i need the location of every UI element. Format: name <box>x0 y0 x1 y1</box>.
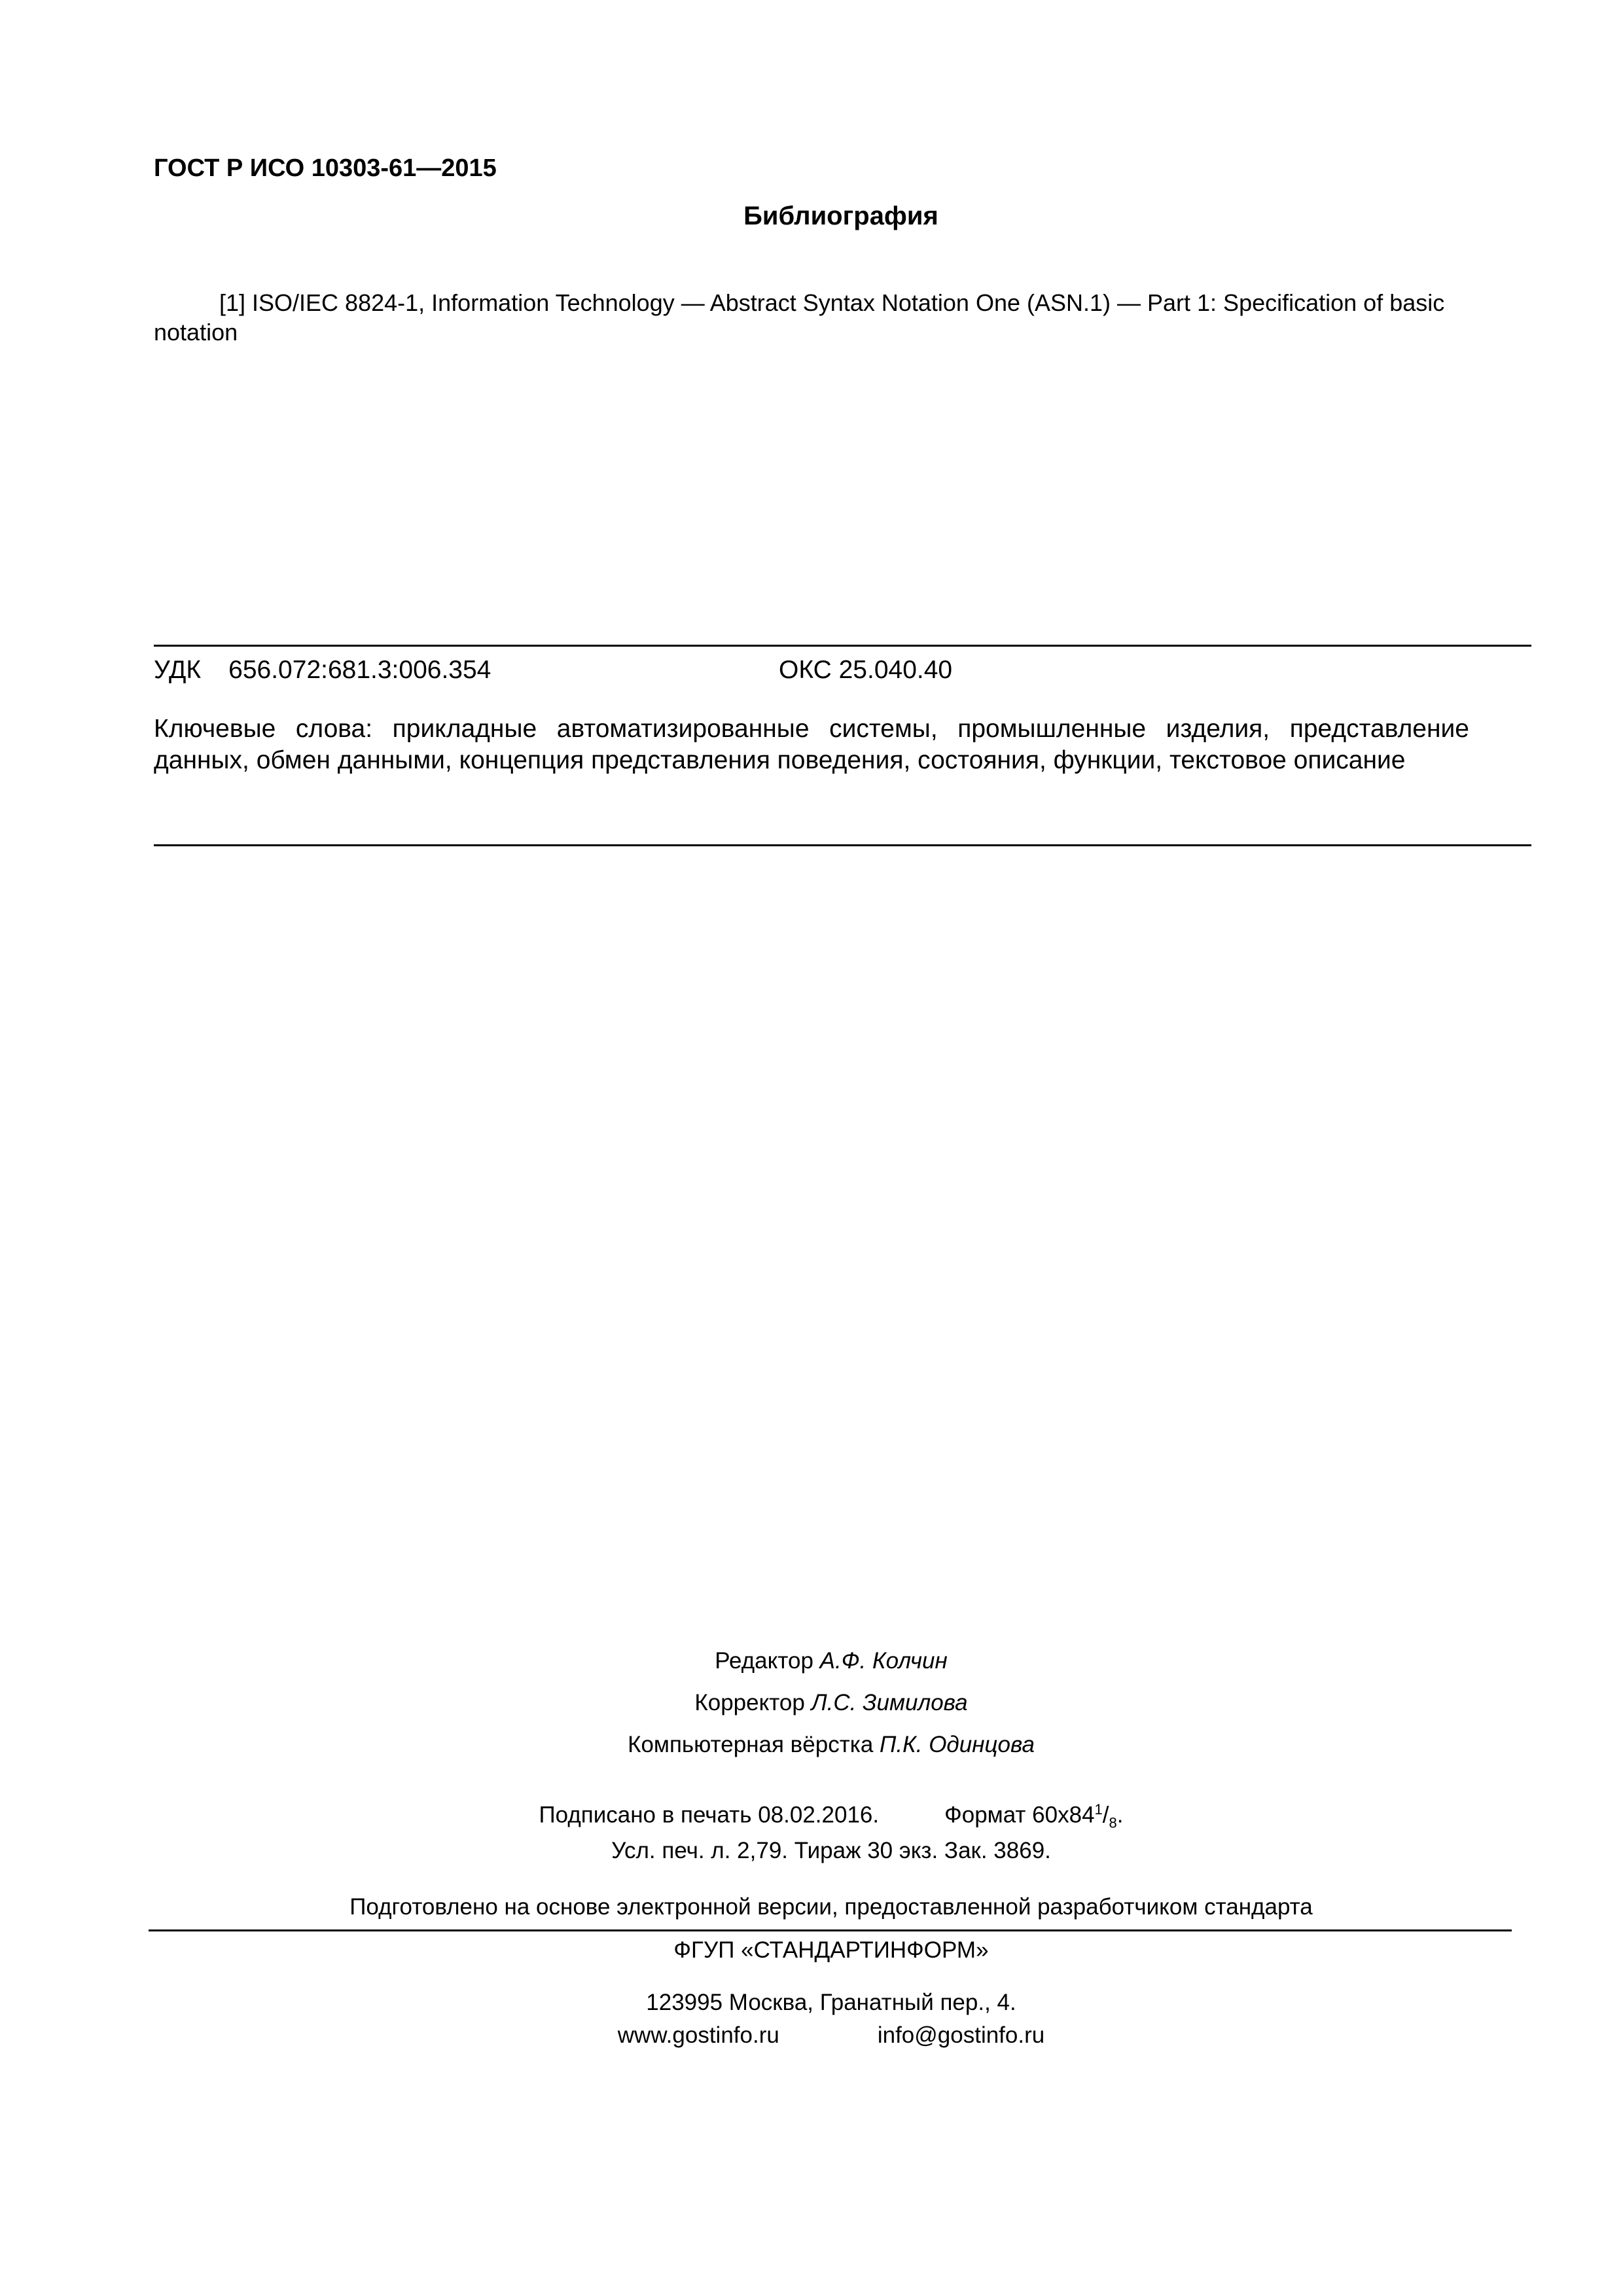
format-suffix: . <box>1116 1802 1124 1828</box>
keywords-paragraph: Ключевые слова: прикладные автоматизированные системы, промышленные изделия, представление данных, обмен данными, концепция представления поведения, состояния, функции, текстовое описание <box>154 715 1469 774</box>
corrector-name: Л.С. Зимилова <box>811 1690 968 1715</box>
editor-line <box>0 1648 1623 1674</box>
publisher-address: 123995 Москва, Гранатный пер., 4. <box>646 1990 1016 2015</box>
corrector-label: Корректор <box>694 1690 805 1715</box>
email-link[interactable]: info@gostinfo.ru <box>877 2022 1045 2048</box>
document-header: ГОСТ Р ИСО 10303-61—2015 <box>154 154 497 182</box>
oks-code: ОКС 25.040.40 <box>779 656 953 684</box>
layout-line <box>0 1732 1623 1758</box>
top-divider <box>154 645 1531 647</box>
editor-label: Редактор <box>715 1648 813 1674</box>
format-label: Формат 60x84 <box>944 1802 1095 1828</box>
keywords-bottom-divider <box>154 844 1531 846</box>
layout-label: Компьютерная вёрстка <box>628 1732 874 1757</box>
udk-code: 656.072:681.3:006.354 <box>228 656 491 684</box>
signed-date: Подписано в печать 08.02.2016. <box>539 1802 880 1828</box>
format-sub: 8 <box>1109 1814 1117 1831</box>
website-link[interactable]: www.gostinfo.ru <box>617 2022 779 2048</box>
udk-label: УДК <box>154 656 202 684</box>
udk-line <box>154 656 491 685</box>
publisher-name: ФГУП «СТАНДАРТИНФОРМ» <box>673 1937 989 1963</box>
bibliography-entry: [1] ISO/IEC 8824-1, Information Technology — Abstract Syntax Notation One (ASN.1) — Part 1: Specification of basic notation <box>154 289 1445 346</box>
editor-name: А.Ф. Колчин <box>819 1648 948 1674</box>
format-sup: 1 <box>1094 1801 1103 1818</box>
footer-divider <box>149 1929 1512 1931</box>
layout-name: П.К. Одинцова <box>880 1732 1035 1757</box>
contacts-line <box>0 2022 1623 2049</box>
prepared-note: Подготовлено на основе электронной версии, предоставленной разработчиком стандарта <box>349 1894 1313 1920</box>
print-sheets-line: Усл. печ. л. 2,79. Тираж 30 экз. Зак. 3869. <box>611 1838 1051 1863</box>
bibliography-title: Библиография <box>743 202 938 230</box>
print-signed-line: Подписано в печать 08.02.2016. Формат $60x84^1/_8$. <box>539 1801 1124 1831</box>
corrector-line <box>0 1690 1623 1716</box>
